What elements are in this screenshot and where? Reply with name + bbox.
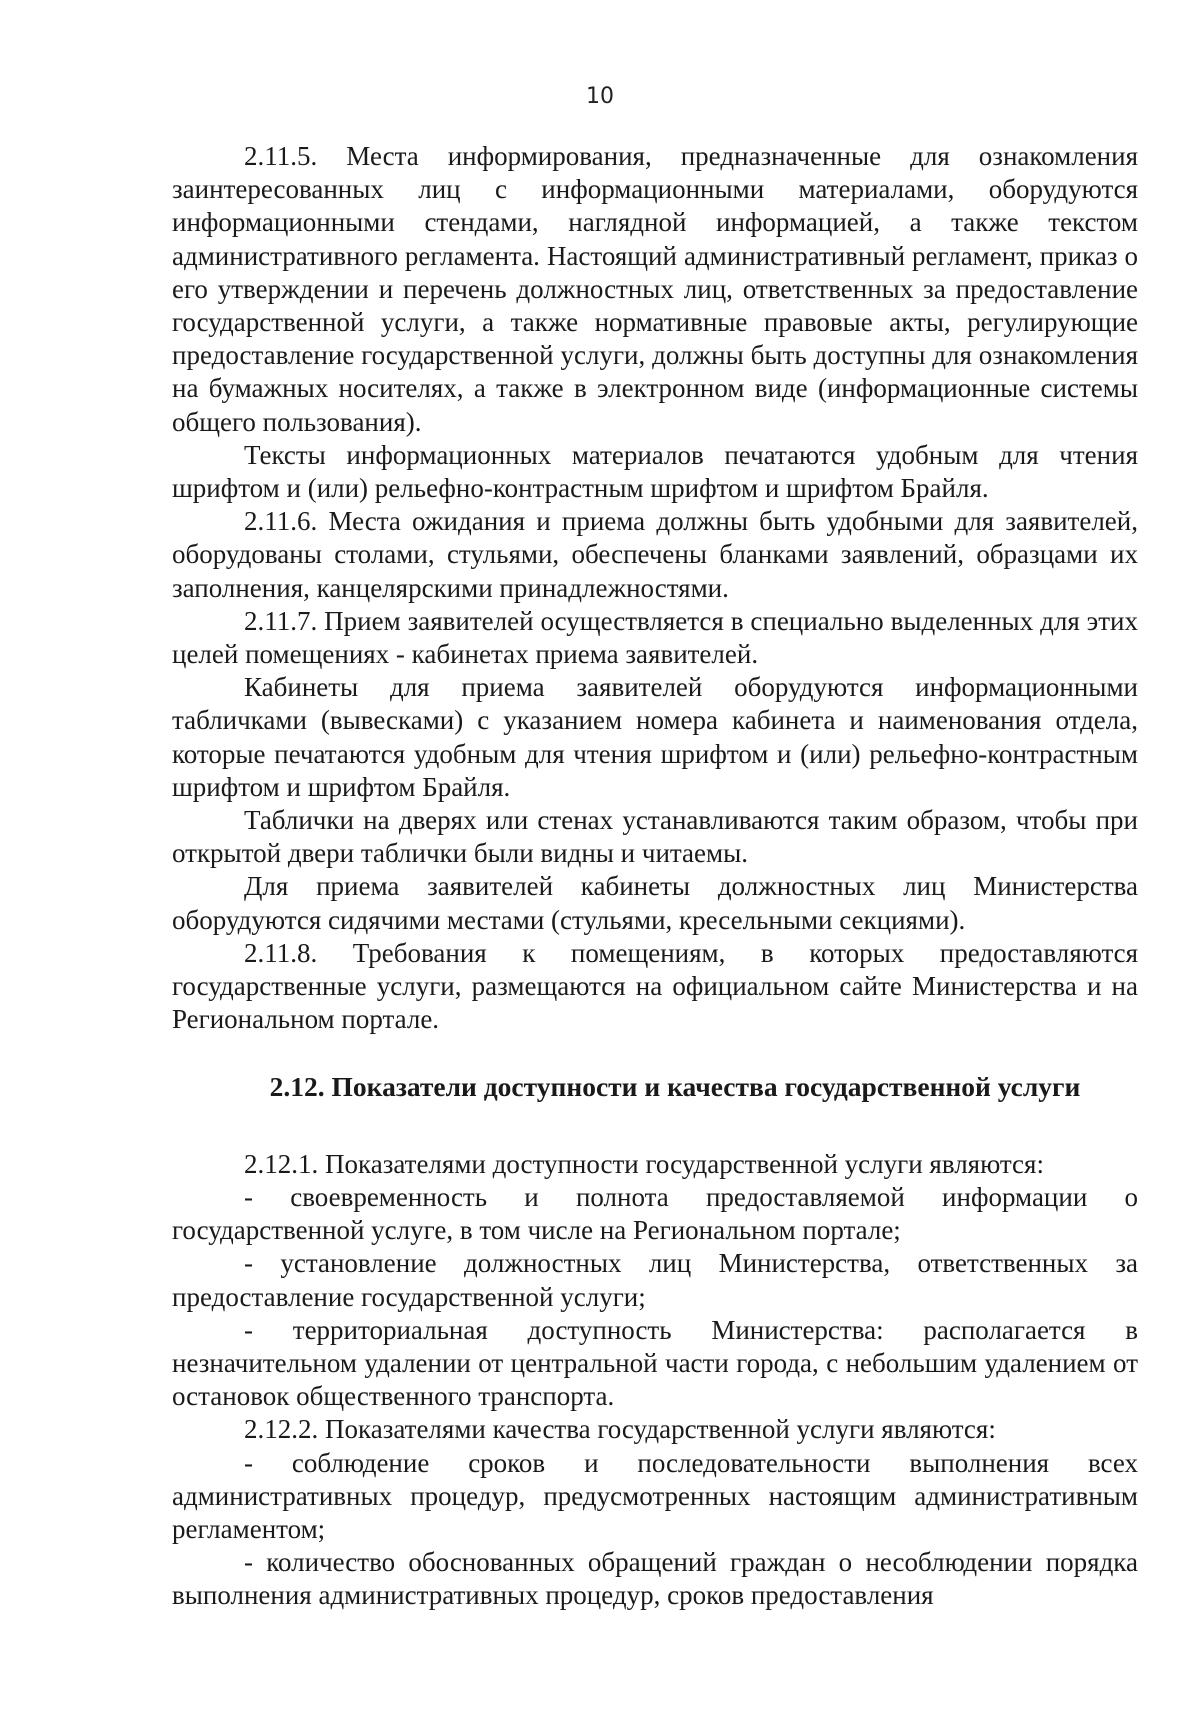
paragraph-2-11-5: 2.11.5. Места информирования, предназначенные для ознакомления заинтересованных лиц с информационными материалами, оборудуются информационными стендами, наглядной информацией, а также текстом административного регламента. Настоящий административный регламент, приказ о его утверждении и перечень должностных лиц, ответственных за предоставление государственной услуги, а также нормативные правовые акты, регулирующие предоставление государственной услуги, должны быть доступны для ознакомления на бумажных носителях, а также в электронном виде (информационные системы общего пользования).	[172, 141, 1138, 437]
document-body	[172, 140, 1138, 1613]
page-number: 10	[586, 84, 614, 109]
paragraph-seating: Для приема заявителей кабинеты должностных лиц Министерства оборудуются сидячими местами (стульями, кресельными секциями).	[172, 871, 1138, 935]
list-item-complaints: - количество обоснованных обращений граждан о несоблюдении порядка выполнения административных процедур, сроков предоставления	[172, 1547, 1138, 1611]
section-heading: 2.12. Показатели доступности и качества государственной услуги	[269, 1071, 1081, 1103]
paragraph-2-11-8: 2.11.8. Требования к помещениям, в которых предоставляются государственные услуги, размещаются на официальном сайте Министерства и на Региональном портале.	[172, 937, 1138, 1035]
paragraph-cabinets-signs: Кабинеты для приема заявителей оборудуются информационными табличками (вывесками) с указанием номера кабинета и наименования отдела, которые печатаются удобным для чтения шрифтом и (или) рельефно-контрастным шрифтом и шрифтом Брайля.	[172, 672, 1138, 802]
list-item-territorial: - территориальная доступность Министерства: располагается в незначительном удалении от центральной части города, с небольшим удалением от остановок общественного транспорта.	[172, 1314, 1138, 1412]
list-item-timeliness: - своевременность и полнота предоставляемой информации о государственной услуге, в том числе на Региональном портале;	[172, 1181, 1138, 1246]
paragraph-door-signs: Таблички на дверях или стенах устанавливаются таким образом, чтобы при открытой двери таблички были видны и читаемы.	[172, 805, 1138, 869]
paragraph-2-11-7: 2.11.7. Прием заявителей осуществляется в специально выделенных для этих целей помещениях - кабинетах приема заявителей.	[172, 605, 1138, 670]
paragraph-braille-texts: Тексты информационных материалов печатаются удобным для чтения шрифтом и (или) рельефно-контрастным шрифтом и шрифтом Брайля.	[172, 439, 1138, 504]
paragraph-2-12-2: 2.12.2. Показателями качества государственной услуги являются:	[244, 1414, 996, 1445]
list-item-deadlines: - соблюдение сроков и последовательности выполнения всех административных процедур, предусмотренных настоящим административным регламентом;	[172, 1447, 1138, 1544]
paragraph-2-12-1: 2.12.1. Показателями доступности государственной услуги являются:	[244, 1148, 1044, 1179]
paragraph-2-11-6: 2.11.6. Места ожидания и приема должны быть удобными для заявителей, оборудованы столами, стульями, обеспечены бланками заявлений, образцами их заполнения, канцелярскими принадлежностями.	[172, 506, 1138, 603]
list-item-officials: - установление должностных лиц Министерства, ответственных за предоставление государственной услуги;	[172, 1248, 1138, 1312]
